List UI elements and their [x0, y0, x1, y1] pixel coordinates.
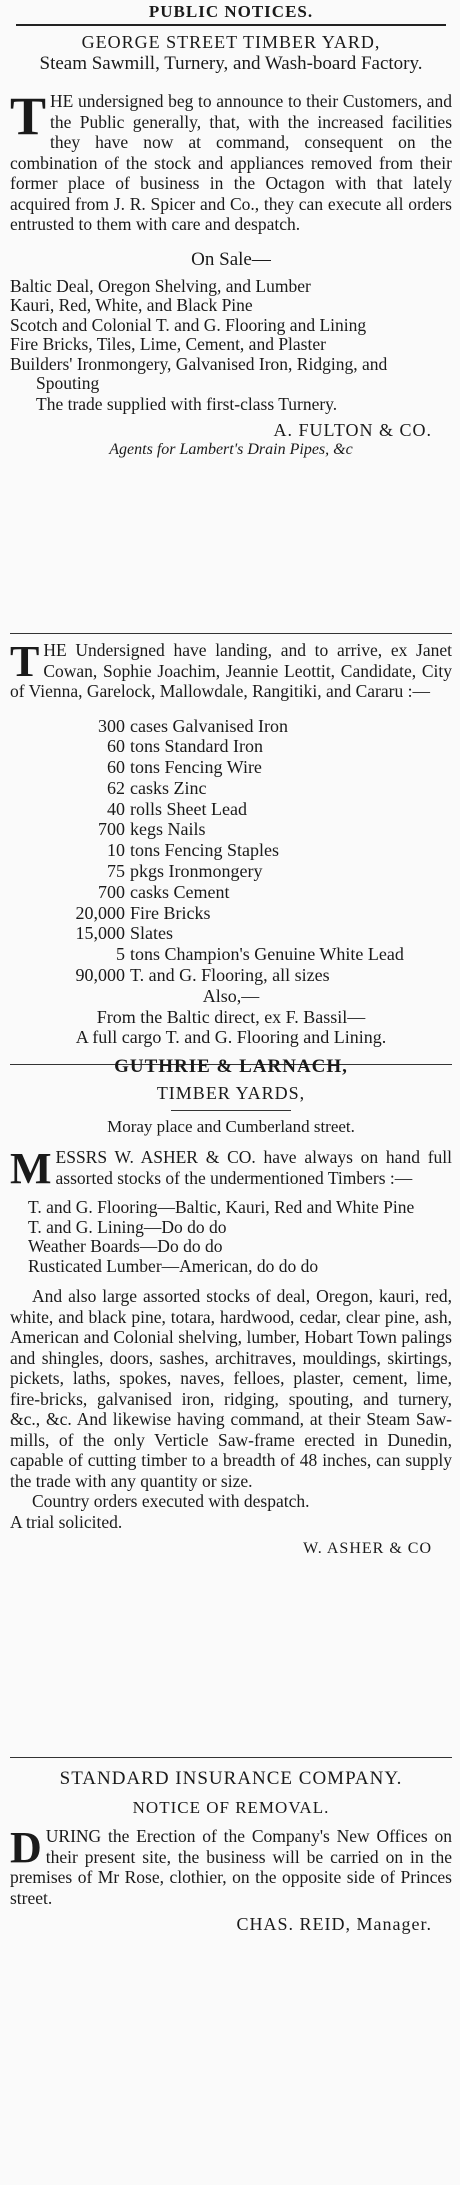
cargo-row: 75 pkgs Ironmongery	[107, 861, 263, 882]
cargo-row: 40 rolls Sheet Lead	[107, 798, 247, 819]
signature-fulton: A. FULTON & CO.	[273, 420, 432, 440]
notice-body: HE undersigned beg to announce to their Customers, and the Public generally, that, with the increased facilities they have now at command, consequent on the combination of the stock and appliances removed from their former place of business in the Octagon with that lately acquired from J. R. Spicer and Co., they can execute all orders entrusted to them with care and despatch.	[10, 91, 452, 234]
sale-item: Scotch and Colonial T. and G. Flooring and Lining	[10, 314, 367, 335]
notice-body: URING the Erection of the Company's New Offices on their present site, the business will be carried on in the premises of Mr Rose, clothier, on the opposite side of Princes street.	[10, 1826, 452, 1908]
trial-line: A trial solicited.	[10, 1511, 123, 1532]
on-sale-label: On Sale—	[191, 248, 271, 270]
sale-item: Baltic Deal, Oregon Shelving, and Lumber	[10, 275, 311, 296]
cargo-row: 700 casks Cement	[98, 881, 230, 902]
timber-item: T. and G. Lining—Do do do	[28, 1216, 227, 1237]
drop-cap: T	[10, 86, 47, 146]
cargo-line: A full cargo T. and G. Flooring and Lining.	[75, 1027, 387, 1048]
title-underline	[171, 1110, 291, 1111]
cargo-row: 5 tons Champion's Genuine White Lead	[116, 944, 404, 965]
cargo-row: 10 tons Fencing Staples	[107, 840, 279, 861]
notice-intro-block	[10, 637, 452, 702]
notice-intro: HE Undersigned have landing, and to arrive, ex Janet Cowan, Sophie Joachim, Jeannie Leottit, Candidate, City of Vienna, Garelock, Mallowdale, Rangitiki, and Cararu :—	[10, 640, 452, 701]
signature-guthrie: GUTHRIE & LARNACH,	[114, 1056, 348, 1078]
sale-item: Kauri, Red, White, and Black Pine	[10, 295, 253, 315]
agents-line: Agents for Lambert's Drain Pipes, &c	[109, 441, 353, 458]
cargo-row: 15,000 Slates	[75, 923, 173, 944]
cargo-row: 20,000 Fire Bricks	[75, 902, 211, 923]
notice-title: GEORGE STREET TIMBER YARD,	[81, 32, 381, 52]
cargo-row: 300 cases Galvanised Iron	[98, 715, 288, 736]
also-line: Also,—	[202, 985, 260, 1006]
country-orders-line: Country orders executed with despatch.	[32, 1491, 310, 1511]
notice-guthrie-larnach	[10, 637, 452, 1078]
notice-subtitle: Steam Sawmill, Turnery, and Wash-board Factory.	[39, 53, 423, 74]
cargo-row: 60 tons Standard Iron	[107, 736, 263, 757]
notice-title: TIMBER YARDS,	[156, 1083, 306, 1103]
notice-timber-yards	[10, 1071, 452, 1751]
baltic-line: From the Baltic direct, ex F. Bassil—	[96, 1006, 366, 1027]
notice-title: STANDARD INSURANCE COMPANY.	[59, 1768, 403, 1789]
cargo-row: 62 casks Zinc	[107, 777, 207, 798]
drop-cap: T	[10, 637, 40, 686]
drop-cap: D	[10, 1823, 42, 1872]
timber-item: T. and G. Flooring—Baltic, Kauri, Red and White Pine	[28, 1197, 415, 1217]
turnery-line: The trade supplied with first-class Turnery.	[36, 393, 338, 414]
sale-items-list	[10, 277, 452, 394]
timber-item: Rusticated Lumber—American, do do do	[28, 1255, 319, 1276]
drop-cap: M	[10, 1144, 52, 1193]
divider	[10, 633, 452, 634]
section-heading: PUBLIC NOTICES.	[148, 2, 314, 21]
notice-standard-insurance	[10, 1764, 452, 1935]
notice-body-block	[10, 86, 452, 235]
divider	[10, 1757, 452, 1758]
signature-asher: W. ASHER & CO	[303, 1540, 432, 1557]
notice-intro-block	[10, 1144, 452, 1193]
notice-george-street-timber-yard	[10, 26, 452, 627]
notice-body-block	[10, 1823, 452, 1908]
sale-item: Fire Bricks, Tiles, Lime, Cement, and Plaster	[10, 334, 326, 354]
notice-subtitle: NOTICE OF REMOVAL.	[132, 1798, 330, 1817]
sale-item: Builders' Ironmongery, Galvanised Iron, Ridging, and Spouting	[10, 353, 388, 393]
cargo-list	[10, 716, 452, 986]
notice-intro: ESSRS W. ASHER & CO. have always on hand full assorted stocks of the undermentioned Timbers :—	[55, 1147, 452, 1188]
timber-list	[10, 1198, 452, 1276]
signature-reid: CHAS. REID, Manager.	[236, 1914, 432, 1934]
notice-address: Moray place and Cumberland street.	[107, 1117, 355, 1136]
timber-item: Weather Boards—Do do do	[28, 1236, 223, 1256]
cargo-row: 700 kegs Nails	[98, 819, 206, 840]
cargo-row: 60 tons Fencing Wire	[107, 757, 262, 778]
cargo-row: 90,000 T. and G. Flooring, all sizes	[75, 965, 330, 986]
notice-body: And also large assorted stocks of deal, Oregon, kauri, red, white, and black pine, totara, hardwood, cedar, clear pine, ash, American and Colonial shelving, lumber, Hobart Town palings and shingles, doors, sashes, architraves, mouldings, skirtings, pickets, laths, spokes, naves, felloes, plaster, cement, lime, fire-bricks, galvanised iron, ridging, spouting, and turnery, &c., &c. And likewise having command, at their Steam Saw-mills, of the only Verticle Saw-frame erected in Dunedin, capable of cutting timber to a breadth of 48 inches, can supply the trade with any quantity or size.	[10, 1286, 452, 1491]
